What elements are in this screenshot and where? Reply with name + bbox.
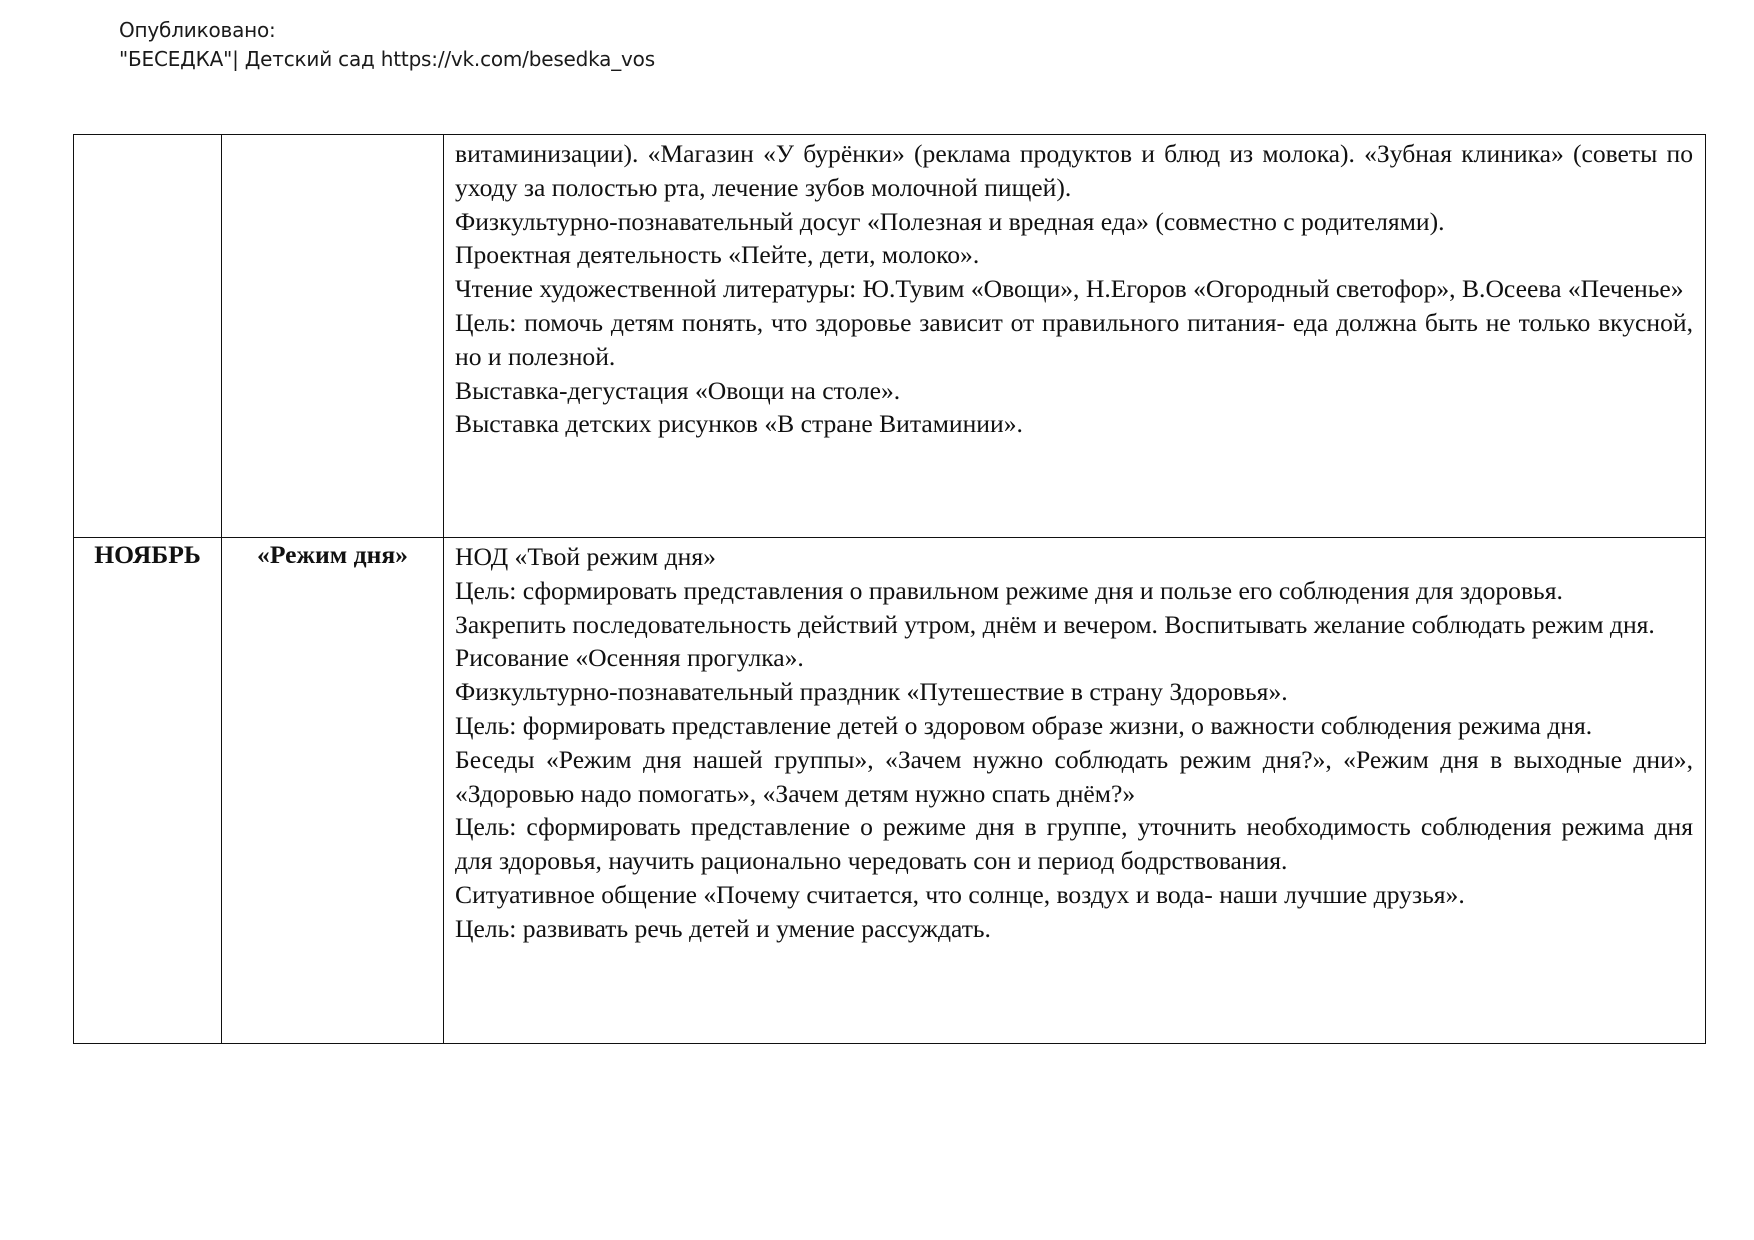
content-paragraph: Цель: помочь детям понять, что здоровье зависит от правильного питания- еда должна быть не только вкусной, но и полезной. <box>455 307 1693 371</box>
content-paragraph: Ситуативное общение «Почему считается, что солнце, воздух и вода- наши лучшие друзья». <box>455 879 1465 909</box>
month-cell: НОЯБРЬ <box>74 538 222 1044</box>
content-paragraph: Цель: развивать речь детей и умение рассуждать. <box>455 913 991 943</box>
publication-header <box>119 16 655 74</box>
content-paragraph: Цель: формировать представление детей о здоровом образе жизни, о важности соблюдения режима дня. <box>455 710 1593 740</box>
table-row <box>74 135 1706 538</box>
table-row <box>74 538 1706 1044</box>
content-paragraph: Цель: сформировать представление о режиме дня в группе, уточнить необходимость соблюдения режима дня для здоровья, научить рационально чередовать сон и период бодрствования. <box>455 812 1693 876</box>
content-paragraph: НОД «Твой режим дня» <box>455 542 716 571</box>
content-paragraph: Закрепить последовательность действий утром, днём и вечером. Воспитывать желание соблюдать режим дня. <box>455 609 1655 639</box>
content-paragraph: Выставка детских рисунков «В стране Витаминии». <box>455 409 1023 439</box>
published-label: Опубликовано: <box>119 18 276 42</box>
content-paragraph: Беседы «Режим дня нашей группы», «Зачем нужно соблюдать режим дня?», «Режим дня в выходные дни», «Здоровью надо помогать», «Зачем детям нужно спать днём?» <box>455 744 1693 808</box>
content-paragraph: Рисование «Осенняя прогулка». <box>455 643 804 673</box>
content-paragraph: Проектная деятельность «Пейте, дети, молоко». <box>455 240 980 270</box>
theme-cell: «Режим дня» <box>222 538 444 1044</box>
source-line: "БЕСЕДКА"| Детский сад https://vk.com/besedka_vos <box>119 47 655 71</box>
content-paragraph: Цель: сформировать представления о правильном режиме дня и пользе его соблюдения для здоровья. <box>455 575 1563 605</box>
content-cell <box>444 135 1706 538</box>
content-paragraph: Физкультурно-познавательный праздник «Путешествие в страну Здоровья». <box>455 677 1288 707</box>
content-paragraph: Физкультурно-познавательный досуг «Полезная и вредная еда» (совместно с родителями). <box>455 206 1445 236</box>
theme-cell <box>222 135 444 538</box>
content-paragraph: Выставка-дегустация «Овощи на столе». <box>455 375 901 405</box>
content-paragraph: Чтение художественной литературы: Ю.Тувим «Овощи», Н.Егоров «Огородный светофор», В.Осеева «Печенье» <box>455 274 1684 304</box>
content-cell <box>444 538 1706 1044</box>
content-paragraph: витаминизации). «Магазин «У бурёнки» (реклама продуктов и блюд из молока). «Зубная клиника» (советы по уходу за полостью рта, лечение зубов молочной пищей). <box>455 139 1693 202</box>
plan-table <box>73 134 1706 1044</box>
month-cell <box>74 135 222 538</box>
